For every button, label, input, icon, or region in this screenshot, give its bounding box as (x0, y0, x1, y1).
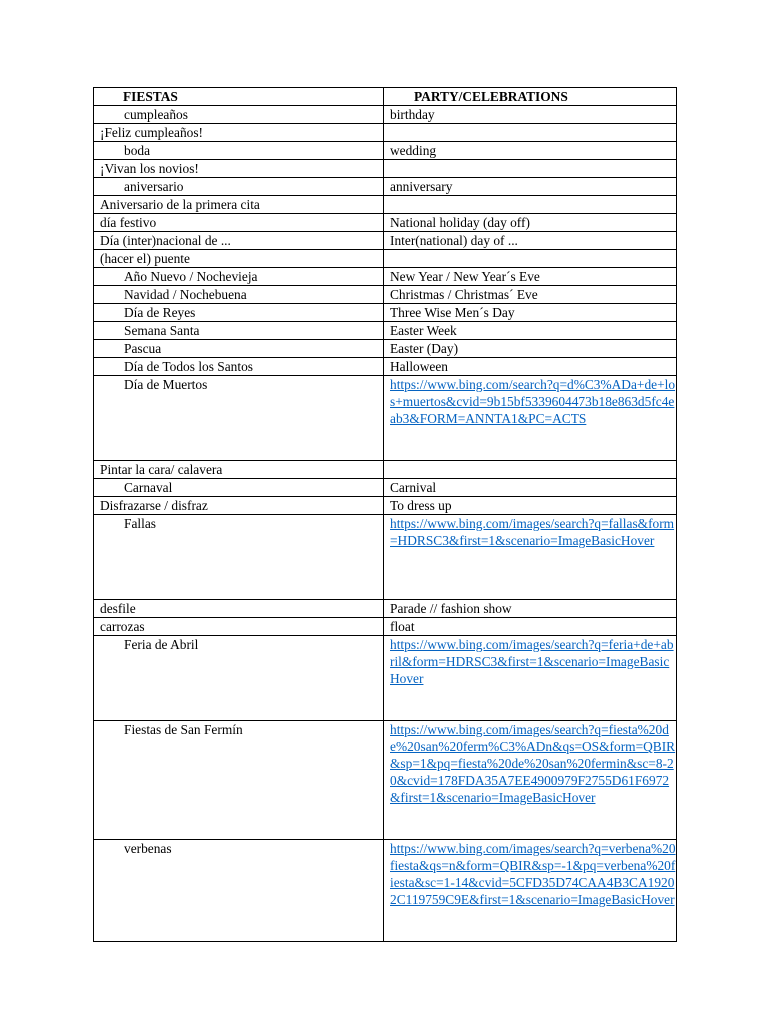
table-row (94, 358, 677, 376)
table-row (94, 721, 677, 840)
english-term (384, 840, 677, 942)
english-term: Parade // fashion show (384, 600, 677, 618)
table-row (94, 178, 677, 196)
table-row (94, 479, 677, 497)
english-term: birthday (384, 106, 677, 124)
table-row (94, 840, 677, 942)
english-term: Easter (Day) (384, 340, 677, 358)
english-term (384, 636, 677, 721)
link-san-fermin[interactable]: https://www.bing.com/images/search?q=fiesta%20de%20san%20ferm%C3%ADn&qs=OS&form=QBIR&sp=1&pq=fiesta%20de%20san%20fermin&sc=8-20&cvid=178FDA35A7EE4900979F2755D61F6972&first=1&scenario=ImageBasicHover (390, 722, 676, 805)
spanish-term: verbenas (94, 840, 384, 942)
table-row (94, 618, 677, 636)
english-term: Halloween (384, 358, 677, 376)
table-row (94, 376, 677, 461)
spanish-term: Aniversario de la primera cita (94, 196, 384, 214)
english-term (384, 721, 677, 840)
table-row (94, 304, 677, 322)
english-term: Carnival (384, 479, 677, 497)
spanish-term: carrozas (94, 618, 384, 636)
english-term: Three Wise Men´s Day (384, 304, 677, 322)
table-row (94, 515, 677, 600)
spanish-term: (hacer el) puente (94, 250, 384, 268)
header-fiestas: FIESTAS (94, 88, 384, 106)
table-row (94, 461, 677, 479)
english-term: Christmas / Christmas´ Eve (384, 286, 677, 304)
spanish-term: Pascua (94, 340, 384, 358)
table-row (94, 322, 677, 340)
english-term (384, 461, 677, 479)
english-term (384, 515, 677, 600)
document-page (93, 87, 676, 942)
link-verbenas[interactable]: https://www.bing.com/images/search?q=verbena%20fiesta&qs=n&form=QBIR&sp=-1&pq=verbena%20fiesta&sc=1-14&cvid=5CFD35D74CAA4B3CA19202C119759C9E&first=1&scenario=ImageBasicHover (390, 841, 676, 907)
english-term: To dress up (384, 497, 677, 515)
spanish-term: cumpleaños (94, 106, 384, 124)
spanish-term: Disfrazarse / disfraz (94, 497, 384, 515)
spanish-term: Día de Muertos (94, 376, 384, 461)
link-dia-de-muertos[interactable]: https://www.bing.com/search?q=d%C3%ADa+de+los+muertos&cvid=9b15bf5339604473b18e863d5fc4eab3&FORM=ANNTA1&PC=ACTS (390, 377, 676, 426)
spanish-term: Día de Todos los Santos (94, 358, 384, 376)
table-header-row (94, 88, 677, 106)
table-row (94, 196, 677, 214)
english-term (384, 250, 677, 268)
spanish-term: Fiestas de San Fermín (94, 721, 384, 840)
english-term: Inter(national) day of ... (384, 232, 677, 250)
english-term: anniversary (384, 178, 677, 196)
spanish-term: boda (94, 142, 384, 160)
table-row (94, 340, 677, 358)
table-row (94, 214, 677, 232)
spanish-term: Año Nuevo / Nochevieja (94, 268, 384, 286)
english-term (384, 196, 677, 214)
spanish-term: Día de Reyes (94, 304, 384, 322)
spanish-term: ¡Feliz cumpleaños! (94, 124, 384, 142)
english-term: float (384, 618, 677, 636)
table-row (94, 124, 677, 142)
table-row (94, 232, 677, 250)
spanish-term: Feria de Abril (94, 636, 384, 721)
english-term: New Year / New Year´s Eve (384, 268, 677, 286)
table-row (94, 600, 677, 618)
english-term: wedding (384, 142, 677, 160)
spanish-term: desfile (94, 600, 384, 618)
table-row (94, 636, 677, 721)
table-row (94, 160, 677, 178)
link-fallas[interactable]: https://www.bing.com/images/search?q=fallas&form=HDRSC3&first=1&scenario=ImageBasicHover (390, 516, 675, 548)
spanish-term: Navidad / Nochebuena (94, 286, 384, 304)
english-term (384, 124, 677, 142)
spanish-term: Semana Santa (94, 322, 384, 340)
spanish-term: Pintar la cara/ calavera (94, 461, 384, 479)
spanish-term: Fallas (94, 515, 384, 600)
english-term: Easter Week (384, 322, 677, 340)
english-term (384, 376, 677, 461)
spanish-term: aniversario (94, 178, 384, 196)
english-term (384, 160, 677, 178)
fiestas-table (93, 87, 677, 942)
english-term: National holiday (day off) (384, 214, 677, 232)
table-row (94, 142, 677, 160)
table-row (94, 286, 677, 304)
table-row (94, 497, 677, 515)
spanish-term: ¡Vivan los novios! (94, 160, 384, 178)
header-party-celebrations: PARTY/CELEBRATIONS (384, 88, 677, 106)
table-row (94, 106, 677, 124)
spanish-term: Carnaval (94, 479, 384, 497)
spanish-term: día festivo (94, 214, 384, 232)
spanish-term: Día (inter)nacional de ... (94, 232, 384, 250)
table-row (94, 250, 677, 268)
table-row (94, 268, 677, 286)
link-feria-de-abril[interactable]: https://www.bing.com/images/search?q=feria+de+abril&form=HDRSC3&first=1&scenario=ImageBasicHover (390, 637, 674, 686)
